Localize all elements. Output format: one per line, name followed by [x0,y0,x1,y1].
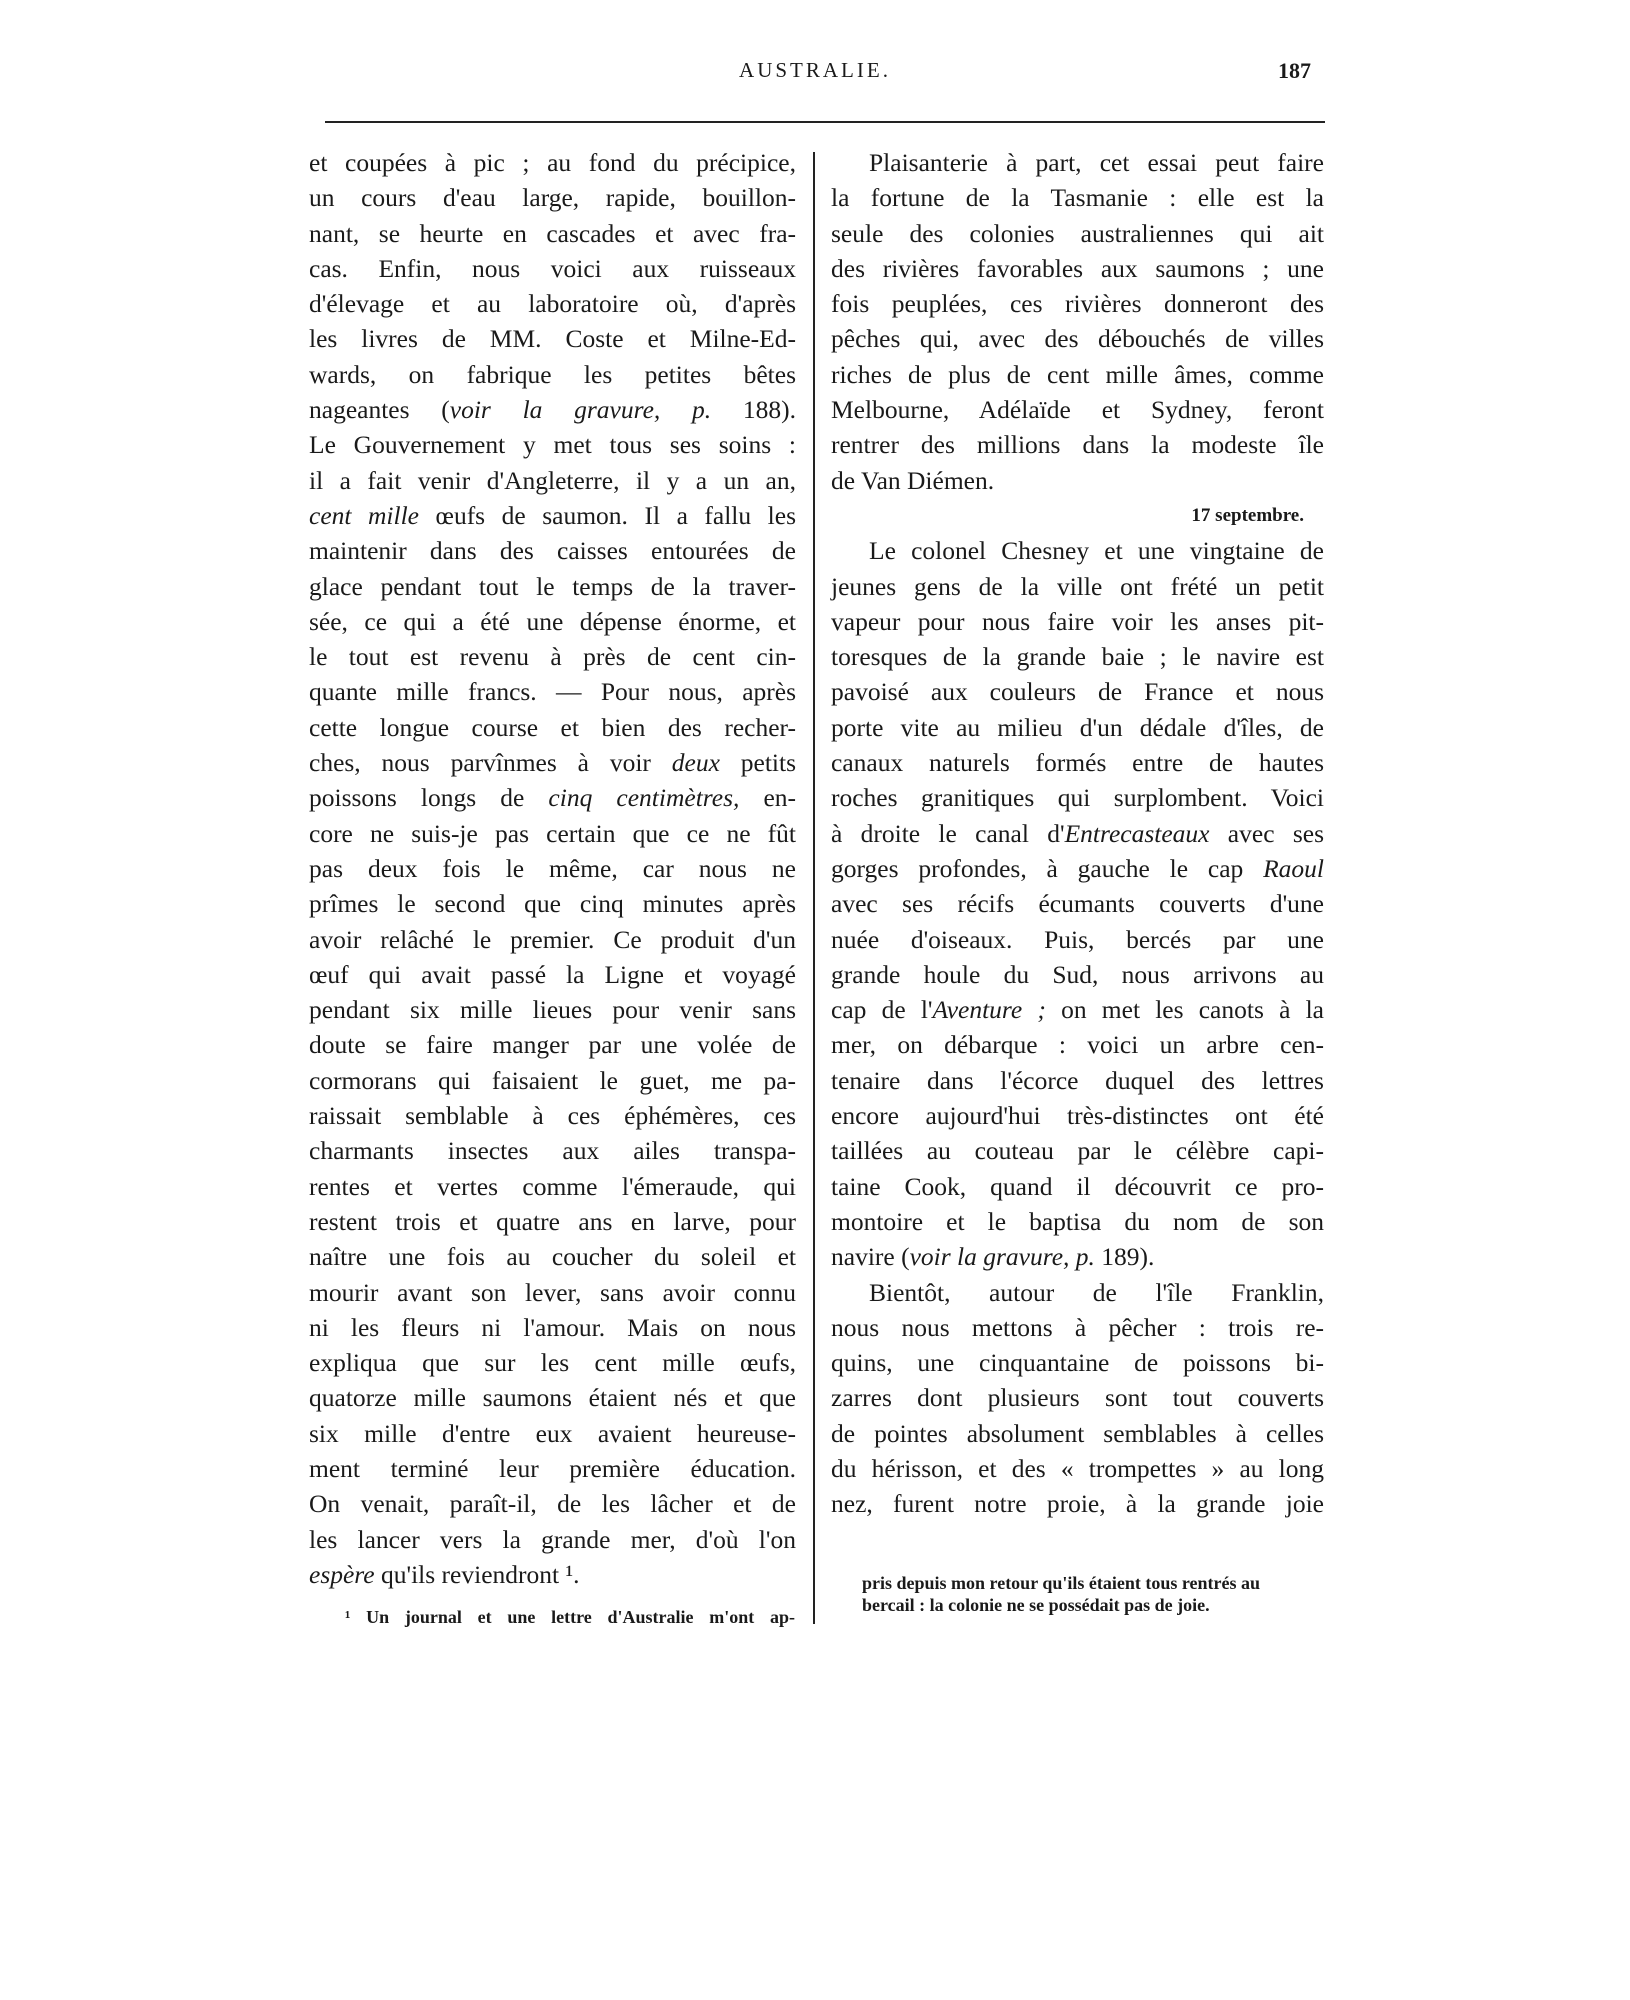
italic-text: voir la gravure, p. [449,395,712,425]
text-line [831,1275,1324,1310]
text-segment: core ne suis-je pas certain que ce ne fût [309,818,796,848]
text-line [831,1345,1324,1380]
text-line [309,1416,796,1451]
text-line [309,1027,796,1062]
text-segment: Le Gouvernement y met tous ses soins : [309,430,796,460]
text-segment: nez, furent notre proie, à la grande joie [831,1489,1324,1519]
text-line [309,886,796,921]
text-segment: roches granitiques qui surplombent. Voici [831,783,1324,813]
text-segment: ches, nous parvînmes à voir [309,748,672,778]
footnote-left: ¹ Un journal et une lettre d'Australie m'ont ap- [345,1607,795,1627]
text-segment: quins, une cinquantaine de poissons bi- [831,1348,1324,1378]
text-segment: il a fait venir d'Angleterre, il y a un an, [309,465,796,495]
text-line [831,639,1324,674]
footnote-right-line: pris depuis mon retour qu'ils étaient tous rentrés au [862,1573,1261,1593]
text-segment: ni les fleurs ni l'amour. Mais on nous [309,1312,796,1342]
text-segment: Le colonel Chesney et une vingtaine de [869,536,1324,566]
text-line [309,321,796,356]
text-line [831,463,1324,498]
text-line [309,251,796,286]
text-line [309,1557,796,1592]
text-segment: expliqua que sur les cent mille œufs, [309,1348,796,1378]
text-segment: prîmes le second que cinq minutes après [309,889,796,919]
text-segment: seule des colonies australiennes qui ait [831,218,1324,248]
text-segment: le tout est revenu à près de cent cin- [309,642,796,672]
text-line [831,286,1324,321]
date-heading: 17 septembre. [1191,504,1304,526]
text-line [309,639,796,674]
text-segment: maintenir dans des caisses entourées de [309,536,796,566]
text-segment: nant, se heurte en cascades et avec fra- [309,218,796,248]
text-line [831,392,1324,427]
text-segment: pas deux fois le même, car nous ne [309,853,796,883]
text-line [309,1169,796,1204]
running-header-title: AUSTRALIE. [739,58,891,82]
text-segment: mer, on débarque : voici un arbre cen- [831,1030,1324,1060]
text-line [831,427,1324,462]
text-segment: six mille d'entre eux avaient heureuse- [309,1418,796,1448]
text-segment: On venait, paraît-il, de les lâcher et de [309,1489,796,1519]
footnote-right [862,1572,1324,1616]
text-segment: canaux naturels formés entre de hautes [831,748,1324,778]
text-line [309,463,796,498]
text-line [831,674,1324,709]
text-line [309,216,796,251]
text-line [831,569,1324,604]
text-line [831,1310,1324,1345]
text-line [831,533,1324,568]
text-line [831,1098,1324,1133]
text-line [309,392,796,427]
text-segment: quatorze mille saumons étaient nés et que [309,1383,796,1413]
text-line [309,604,796,639]
text-line [831,321,1324,356]
text-line [309,1486,796,1521]
text-segment: zarres dont plusieurs sont tout couverts [831,1383,1324,1413]
text-segment: jeunes gens de la ville ont frété un petit [831,571,1324,601]
text-line [831,251,1324,286]
text-segment: cas. Enfin, nous voici aux ruisseaux [309,253,796,283]
text-line [309,1345,796,1380]
text-segment: pêches qui, avec des débouchés de villes [831,324,1324,354]
text-segment: restent trois et quatre ans en larve, pour [309,1206,796,1236]
italic-text: cent mille [309,500,419,530]
text-segment: et coupées à pic ; au fond du précipice, [309,148,796,177]
column-divider [813,152,815,1624]
text-segment: à droite le canal d' [831,818,1065,848]
text-segment: pendant six mille lieues pour venir sans [309,995,796,1025]
text-segment: Bientôt, autour de l'île Franklin, [869,1277,1324,1307]
text-line [309,1522,796,1557]
text-line [831,1027,1324,1062]
text-segment: montoire et le baptisa du nom de son [831,1206,1324,1236]
italic-text: cinq centimètres, [548,783,740,813]
text-line [309,180,796,215]
text-line [831,745,1324,780]
text-line [309,1063,796,1098]
text-line [831,604,1324,639]
text-segment: Plaisanterie à part, cet essai peut faire [869,148,1324,177]
text-line [309,1133,796,1168]
text-segment: rentrer des millions dans la modeste île [831,430,1324,460]
text-segment: wards, on fabrique les petites bêtes [309,359,796,389]
text-segment: pavoisé aux couleurs de France et nous [831,677,1324,707]
text-line [831,780,1324,815]
text-line [831,1063,1324,1098]
text-line [309,745,796,780]
text-line [309,922,796,957]
text-line [309,957,796,992]
text-segment: avec ses [1209,818,1324,848]
text-line [309,816,796,851]
text-line [309,851,796,886]
text-line [831,816,1324,851]
footnote-right-line: bercail : la colonie ne se possédait pas de joie. [862,1595,1210,1615]
text-segment: 189). [1094,1242,1155,1272]
text-segment: de pointes absolument semblables à celles [831,1418,1324,1448]
text-segment: avoir relâché le premier. Ce produit d'un [309,924,796,954]
italic-text: deux [671,748,720,778]
text-line [309,1380,796,1415]
text-segment: raissait semblable à ces éphémères, ces [309,1101,796,1131]
text-segment: en- [739,783,797,813]
text-segment: cap de l' [831,995,933,1025]
text-segment: naître une fois au coucher du soleil et [309,1242,796,1272]
text-line [309,569,796,604]
text-line [831,216,1324,251]
text-segment: tenaire dans l'écorce duquel des lettres [831,1065,1324,1095]
text-segment: fois peuplées, ces rivières donneront des [831,289,1324,319]
header-rule [325,121,1325,123]
text-line [309,498,796,533]
text-segment: des rivières favorables aux saumons ; une [831,253,1324,283]
text-line [309,1310,796,1345]
text-segment: un cours d'eau large, rapide, bouillon- [309,183,796,213]
text-segment: cette longue course et bien des recher- [309,712,796,742]
text-segment: glace pendant tout le temps de la traver- [309,571,796,601]
text-line [831,145,1324,180]
text-segment: navire ( [831,1242,910,1272]
text-line [831,886,1324,921]
italic-text: Entrecasteaux [1064,818,1210,848]
text-line [831,957,1324,992]
italic-text: espère [309,1559,375,1589]
text-segment: toresques de la grande baie ; le navire est [831,642,1324,672]
text-line [831,180,1324,215]
text-segment: ment terminé leur première éducation. [309,1453,796,1483]
text-line [831,1133,1324,1168]
text-segment: grande houle du Sud, nous arrivons au [831,959,1324,989]
text-line [831,922,1324,957]
text-segment: rentes et vertes comme l'émeraude, qui [309,1171,796,1201]
text-line [831,1380,1324,1415]
text-line [309,992,796,1027]
text-line [831,1416,1324,1451]
text-line [831,1204,1324,1239]
text-line [309,145,796,180]
italic-text: Raoul [1263,853,1324,883]
text-line [309,1098,796,1133]
text-segment: œuf qui avait passé la Ligne et voyagé [309,959,796,989]
text-segment: encore aujourd'hui très-distinctes ont été [831,1101,1324,1131]
left-column [309,145,796,1592]
page-number: 187 [1278,58,1311,83]
text-segment: poissons longs de [309,783,549,813]
text-line [831,851,1324,886]
text-segment: nuée d'oiseaux. Puis, bercés par une [831,924,1324,954]
text-segment: nous nous mettons à pêcher : trois re- [831,1312,1324,1342]
text-segment: gorges profondes, à gauche le cap [831,853,1264,883]
text-line [309,1275,796,1310]
text-segment: la fortune de la Tasmanie : elle est la [831,183,1324,213]
text-segment: taine Cook, quand il découvrit ce pro- [831,1171,1324,1201]
text-segment: qu'ils reviendront ¹. [374,1559,580,1589]
text-segment: charmants insectes aux ailes transpa- [309,1136,796,1166]
text-line [309,286,796,321]
text-segment: œufs de saumon. Il a fallu les [419,500,796,530]
text-line [309,1204,796,1239]
italic-text: Aventure ; [932,995,1046,1025]
text-line [831,1451,1324,1486]
text-segment: doute se faire manger par une volée de [309,1030,796,1060]
right-column [831,145,1324,1522]
text-segment: quante mille francs. — Pour nous, après [309,677,796,707]
text-line [309,1239,796,1274]
text-line [309,427,796,462]
text-line [309,674,796,709]
text-segment: vapeur pour nous faire voir les anses pit- [831,606,1324,636]
text-segment: de Van Diémen. [831,465,995,495]
text-line [831,1486,1324,1521]
italic-text: voir la gravure, p. [909,1242,1095,1272]
text-line [831,710,1324,745]
text-line [309,357,796,392]
text-line [831,992,1324,1027]
text-line [309,533,796,568]
text-segment: nageantes ( [309,395,450,425]
text-line [309,710,796,745]
text-segment: d'élevage et au laboratoire où, d'après [309,289,796,319]
text-line [309,1451,796,1486]
text-segment: 188). [711,395,797,425]
text-segment: petits [719,748,796,778]
text-segment: mourir avant son lever, sans avoir connu [309,1277,796,1307]
text-segment: sée, ce qui a été une dépense énorme, et [309,606,796,636]
text-segment: on met les canots à la [1045,995,1324,1025]
text-segment: Melbourne, Adélaïde et Sydney, feront [831,395,1324,425]
text-line [309,780,796,815]
text-segment: les livres de MM. Coste et Milne-Ed- [309,324,796,354]
text-segment: avec ses récifs écumants couverts d'une [831,889,1324,919]
text-line [831,1169,1324,1204]
text-segment: taillées au couteau par le célèbre capi- [831,1136,1324,1166]
text-segment: cormorans qui faisaient le guet, me pa- [309,1065,796,1095]
text-segment: du hérisson, et des « trompettes » au long [831,1453,1324,1483]
text-segment: riches de plus de cent mille âmes, comme [831,359,1324,389]
text-segment: les lancer vers la grande mer, d'où l'on [309,1524,796,1554]
text-line [831,357,1324,392]
text-segment: porte vite au milieu d'un dédale d'îles, de [831,712,1324,742]
text-line [831,1239,1324,1274]
